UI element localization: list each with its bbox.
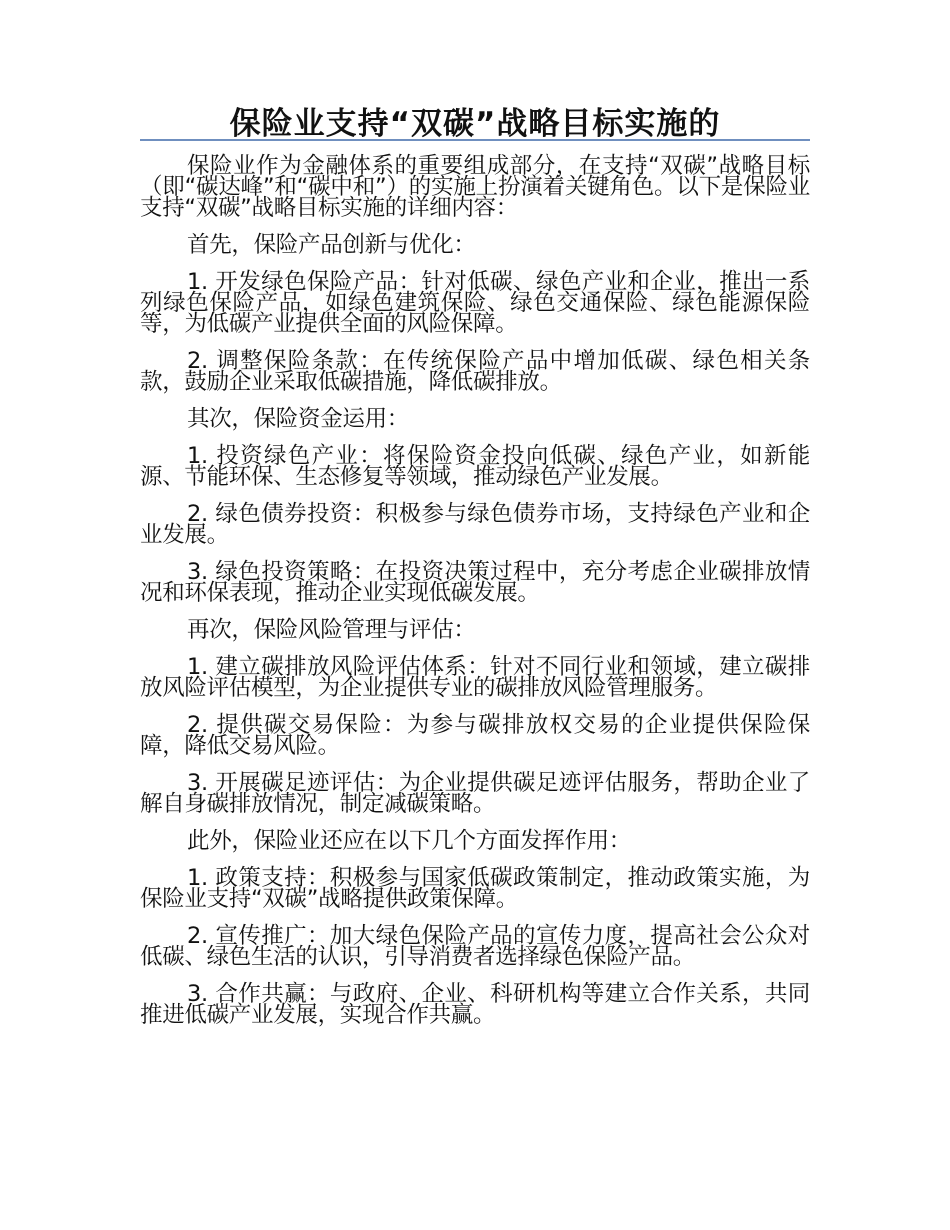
list-item: 2. 调整保险条款：在传统保险产品中增加低碳、绿色相关条款，鼓励企业采取低碳措施，降低碳排放。 xyxy=(140,348,810,395)
list-item: 1. 开发绿色保险产品：针对低碳、绿色产业和企业，推出一系列绿色保险产品，如绿色建筑保险、绿色交通保险、绿色能源保险等，为低碳产业提供全面的风险保障。 xyxy=(140,269,810,337)
document-body xyxy=(140,153,810,1042)
list-item: 3. 开展碳足迹评估：为企业提供碳足迹评估服务，帮助企业了解自身碳排放情况，制定减碳策略。 xyxy=(140,770,810,817)
section-heading-other: 此外，保险业还应在以下几个方面发挥作用： xyxy=(187,828,632,854)
section-heading-risk: 再次，保险风险管理与评估： xyxy=(187,617,476,643)
list-item: 1. 投资绿色产业：将保险资金投向低碳、绿色产业，如新能源、节能环保、生态修复等领域，推动绿色产业发展。 xyxy=(140,443,810,490)
section-heading-funds: 其次，保险资金运用： xyxy=(187,406,410,432)
list-item: 3. 绿色投资策略：在投资决策过程中，充分考虑企业碳排放情况和环保表现，推动企业实现低碳发展。 xyxy=(140,559,810,606)
document-title: 保险业支持“双碳”战略目标实施的 xyxy=(229,106,721,142)
title-underline xyxy=(140,139,810,141)
list-item: 2. 提供碳交易保险：为参与碳排放权交易的企业提供保险保障，降低交易风险。 xyxy=(140,712,810,759)
section-heading-products: 首先，保险产品创新与优化： xyxy=(187,232,476,258)
list-item: 3. 合作共赢：与政府、企业、科研机构等建立合作关系，共同推进低碳产业发展，实现合作共赢。 xyxy=(140,981,810,1028)
intro-paragraph: 保险业作为金融体系的重要组成部分，在支持“双碳”战略目标（即“碳达峰”和“碳中和”）的实施上扮演着关键角色。以下是保险业支持“双碳”战略目标实施的详细内容： xyxy=(140,153,810,221)
list-item: 2. 宣传推广：加大绿色保险产品的宣传力度，提高社会公众对低碳、绿色生活的认识，引导消费者选择绿色保险产品。 xyxy=(140,923,810,970)
list-item: 1. 建立碳排放风险评估体系：针对不同行业和领域，建立碳排放风险评估模型，为企业提供专业的碳排放风险管理服务。 xyxy=(140,654,810,701)
list-item: 1. 政策支持：积极参与国家低碳政策制定，推动政策实施，为保险业支持“双碳”战略提供政策保障。 xyxy=(140,865,810,912)
list-item: 2. 绿色债券投资：积极参与绿色债券市场，支持绿色产业和企业发展。 xyxy=(140,501,810,548)
